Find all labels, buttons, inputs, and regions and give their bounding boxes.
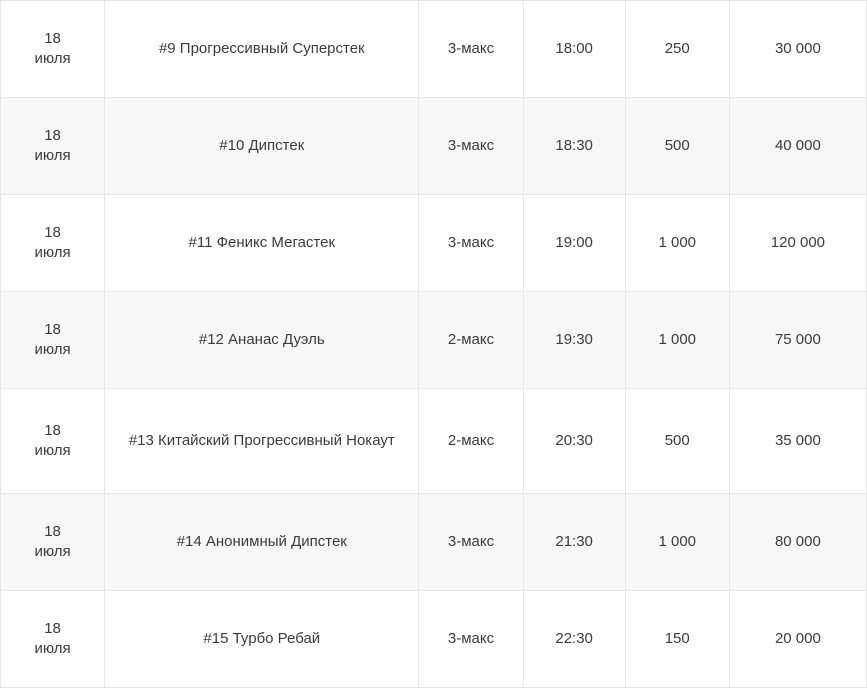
- cell-buyin: 500: [625, 389, 729, 494]
- cell-tournament-name: #9 Прогрессивный Суперстек: [105, 1, 419, 98]
- date-month: июля: [34, 442, 71, 459]
- table-body: [1, 1, 867, 688]
- cell-format: 2-макс: [419, 292, 523, 389]
- cell-time: 19:30: [523, 292, 625, 389]
- cell-prize: 80 000: [729, 494, 866, 591]
- date-month: июля: [34, 341, 71, 358]
- cell-time: 21:30: [523, 494, 625, 591]
- cell-tournament-name: #12 Ананас Дуэль: [105, 292, 419, 389]
- table-row: [1, 1, 867, 98]
- date-day: 18: [44, 522, 61, 540]
- date-day: 18: [44, 223, 61, 241]
- cell-date: [1, 494, 105, 591]
- cell-format: 3-макс: [419, 494, 523, 591]
- cell-format: 3-макс: [419, 195, 523, 292]
- date-day: 18: [44, 126, 61, 144]
- cell-tournament-name: #14 Анонимный Дипстек: [105, 494, 419, 591]
- cell-prize: 35 000: [729, 389, 866, 494]
- cell-format: 3-макс: [419, 1, 523, 98]
- date-month: июля: [34, 50, 71, 67]
- cell-date: [1, 389, 105, 494]
- cell-format: 3-макс: [419, 591, 523, 688]
- table-row: [1, 591, 867, 688]
- cell-format: 3-макс: [419, 98, 523, 195]
- date-day: 18: [44, 320, 61, 338]
- cell-time: 18:00: [523, 1, 625, 98]
- cell-buyin: 250: [625, 1, 729, 98]
- table-row: [1, 98, 867, 195]
- date-month: июля: [34, 244, 71, 261]
- cell-buyin: 1 000: [625, 292, 729, 389]
- date-day: 18: [44, 29, 61, 47]
- cell-format: 2-макс: [419, 389, 523, 494]
- table-row: [1, 292, 867, 389]
- cell-date: [1, 591, 105, 688]
- table-row: [1, 389, 867, 494]
- cell-prize: 20 000: [729, 591, 866, 688]
- date-month: июля: [34, 640, 71, 657]
- cell-prize: 75 000: [729, 292, 866, 389]
- cell-tournament-name: #13 Китайский Прогрессивный Нокаут: [105, 389, 419, 494]
- cell-prize: 30 000: [729, 1, 866, 98]
- date-day: 18: [44, 421, 61, 439]
- cell-time: 18:30: [523, 98, 625, 195]
- cell-tournament-name: #15 Турбо Ребай: [105, 591, 419, 688]
- cell-time: 20:30: [523, 389, 625, 494]
- cell-date: [1, 98, 105, 195]
- cell-time: 22:30: [523, 591, 625, 688]
- cell-buyin: 150: [625, 591, 729, 688]
- cell-buyin: 1 000: [625, 195, 729, 292]
- cell-date: [1, 1, 105, 98]
- date-month: июля: [34, 147, 71, 164]
- table-row: [1, 494, 867, 591]
- cell-tournament-name: #10 Дипстек: [105, 98, 419, 195]
- cell-tournament-name: #11 Феникс Мегастек: [105, 195, 419, 292]
- cell-prize: 40 000: [729, 98, 866, 195]
- cell-buyin: 500: [625, 98, 729, 195]
- table-row: [1, 195, 867, 292]
- cell-prize: 120 000: [729, 195, 866, 292]
- cell-date: [1, 292, 105, 389]
- cell-time: 19:00: [523, 195, 625, 292]
- date-day: 18: [44, 619, 61, 637]
- cell-date: [1, 195, 105, 292]
- cell-buyin: 1 000: [625, 494, 729, 591]
- date-month: июля: [34, 543, 71, 560]
